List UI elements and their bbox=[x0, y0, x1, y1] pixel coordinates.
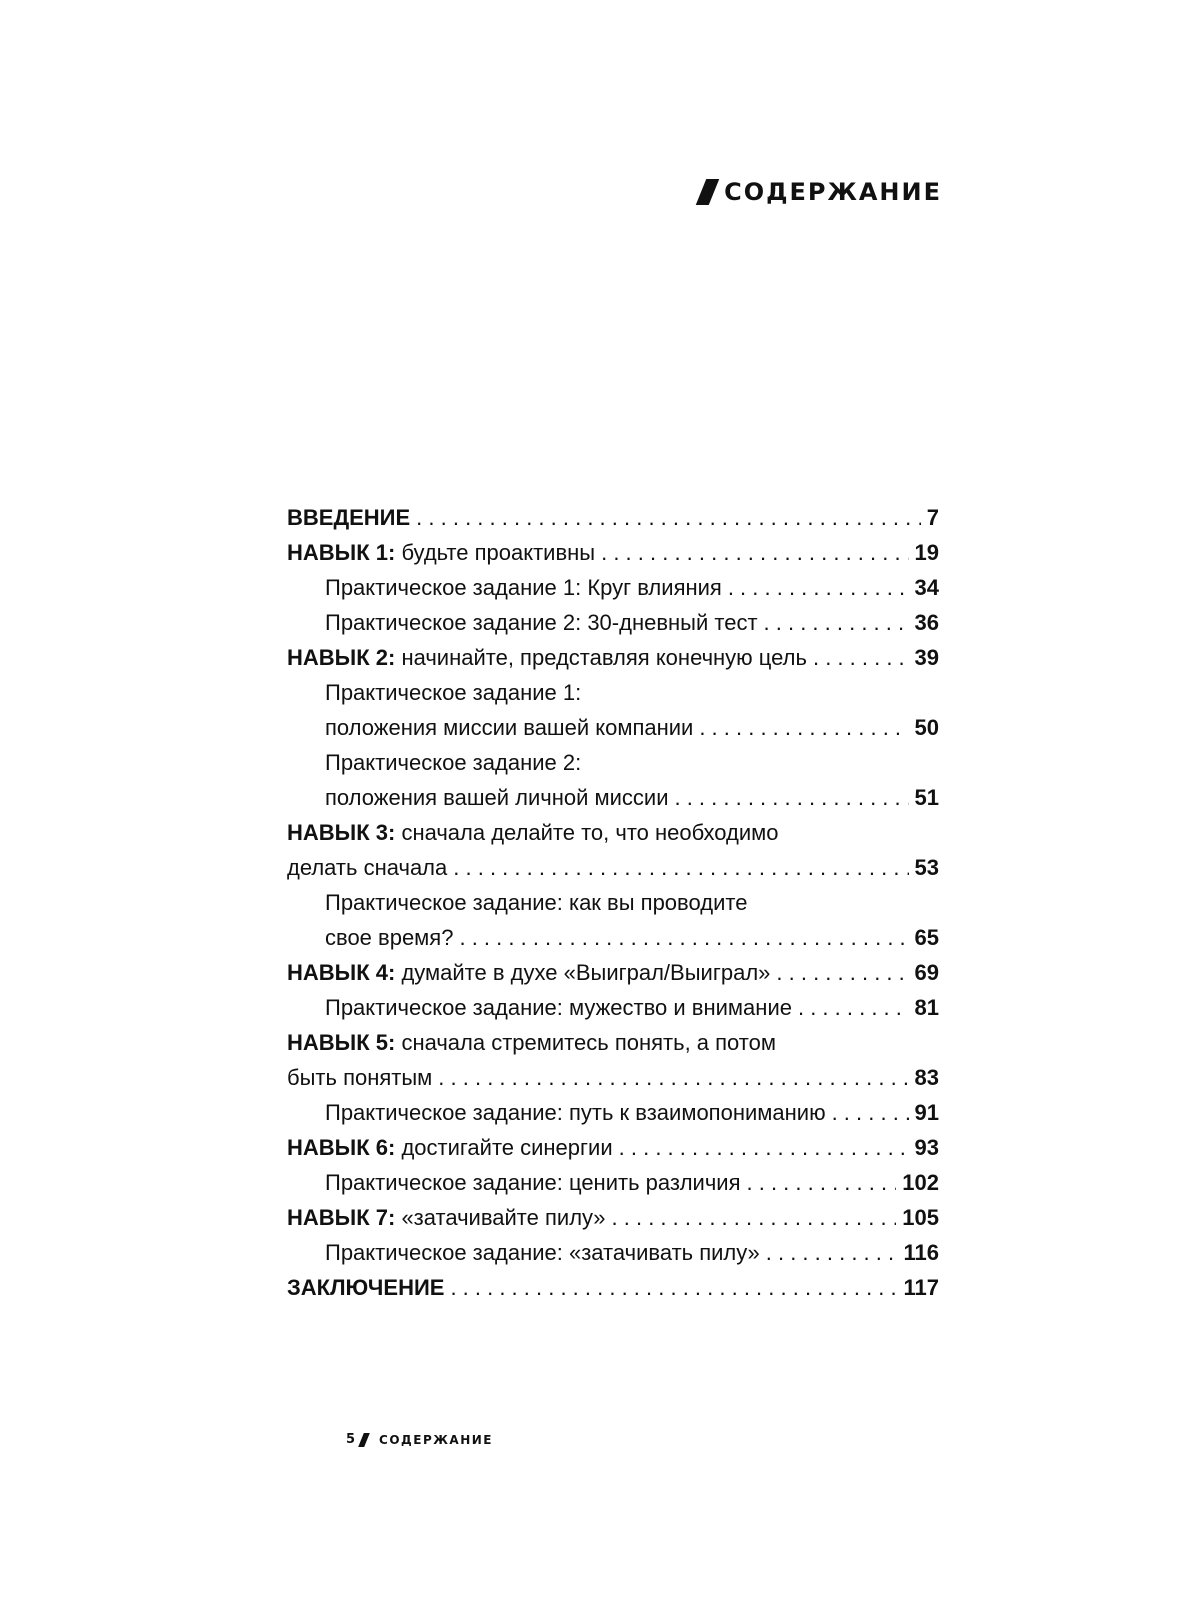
toc-page-number: 34 bbox=[914, 575, 939, 600]
dot-leader bbox=[438, 1060, 908, 1095]
toc-entry[interactable] bbox=[287, 920, 939, 955]
dot-leader bbox=[619, 1130, 909, 1165]
dot-leader bbox=[764, 605, 909, 640]
toc-page-number: 65 bbox=[914, 925, 939, 950]
toc-entry[interactable] bbox=[287, 955, 939, 990]
dot-leader bbox=[416, 500, 921, 535]
toc-page-number: 83 bbox=[914, 1065, 939, 1090]
toc-entry[interactable] bbox=[287, 815, 939, 850]
toc-page-number: 93 bbox=[914, 1135, 939, 1160]
toc-entry[interactable] bbox=[287, 1165, 939, 1200]
toc-entry-chapter: ВВЕДЕНИЕ bbox=[287, 505, 411, 530]
footer-slash-icon bbox=[358, 1433, 370, 1447]
toc-entry-title: свое время? bbox=[325, 925, 454, 950]
footer-page-number: 5 bbox=[346, 1432, 356, 1447]
toc-entry-chapter: НАВЫК 5: bbox=[287, 1030, 396, 1055]
dot-leader bbox=[766, 1235, 898, 1270]
dot-leader bbox=[728, 570, 909, 605]
toc-entry-title: думайте в духе «Выиграл/Выиграл» bbox=[401, 960, 771, 985]
toc-page-number: 51 bbox=[914, 785, 939, 810]
page-title bbox=[701, 178, 942, 206]
footer-section-title: СОДЕРЖАНИЕ bbox=[379, 1432, 493, 1447]
page-footer bbox=[346, 1432, 493, 1447]
toc-entry[interactable] bbox=[287, 605, 939, 640]
toc-entry-title: Практическое задание: мужество и внимание bbox=[325, 995, 792, 1020]
toc-entry[interactable] bbox=[287, 1095, 939, 1130]
toc-entry[interactable] bbox=[287, 1060, 939, 1095]
toc-entry-title: Практическое задание: как вы проводите bbox=[325, 890, 748, 915]
toc-entry[interactable] bbox=[287, 990, 939, 1025]
dot-leader bbox=[832, 1095, 909, 1130]
toc-page-number: 36 bbox=[914, 610, 939, 635]
toc-entry[interactable] bbox=[287, 640, 939, 675]
toc-entry-chapter: НАВЫК 7: bbox=[287, 1205, 396, 1230]
toc-page-number: 53 bbox=[914, 855, 939, 880]
toc-page-number: 39 bbox=[914, 645, 939, 670]
dot-leader bbox=[601, 535, 908, 570]
toc-entry-chapter: ЗАКЛЮЧЕНИЕ bbox=[287, 1275, 445, 1300]
toc-entry[interactable] bbox=[287, 1270, 939, 1305]
toc-entry-title: делать сначала bbox=[287, 855, 448, 880]
toc-entry-title: Практическое задание 1: Круг влияния bbox=[325, 575, 722, 600]
toc-entry[interactable] bbox=[287, 500, 939, 535]
toc-entry-title: Практическое задание 1: bbox=[325, 680, 582, 705]
toc-entry[interactable] bbox=[287, 1200, 939, 1235]
dot-leader bbox=[747, 1165, 897, 1200]
toc-entry-title: сначала стремитесь понять, а потом bbox=[401, 1030, 776, 1055]
toc-entry[interactable] bbox=[287, 1130, 939, 1165]
page-title-text: СОДЕРЖАНИЕ bbox=[724, 178, 942, 206]
toc-page-number: 105 bbox=[902, 1205, 939, 1230]
toc-page-number: 69 bbox=[914, 960, 939, 985]
toc-entry-title: начинайте, представляя конечную цель bbox=[401, 645, 807, 670]
toc-entry-title: Практическое задание 2: 30-дневный тест bbox=[325, 610, 758, 635]
toc-page-number: 117 bbox=[903, 1275, 939, 1300]
toc-entry-title: положения миссии вашей компании bbox=[325, 715, 694, 740]
toc-entry-title: Практическое задание: «затачивать пилу» bbox=[325, 1240, 760, 1265]
toc-entry[interactable] bbox=[287, 710, 939, 745]
toc-entry[interactable] bbox=[287, 535, 939, 570]
toc-page-number: 116 bbox=[903, 1240, 939, 1265]
toc-page-number: 102 bbox=[902, 1170, 939, 1195]
toc-entry-title: Практическое задание: ценить различия bbox=[325, 1170, 741, 1195]
toc-entry[interactable] bbox=[287, 1025, 939, 1060]
dot-leader bbox=[813, 640, 909, 675]
toc-page-number: 81 bbox=[914, 995, 939, 1020]
toc-entry-title: сначала делайте то, что необходимо bbox=[401, 820, 779, 845]
toc-entry-title: Практическое задание 2: bbox=[325, 750, 582, 775]
toc-entry-chapter: НАВЫК 6: bbox=[287, 1135, 396, 1160]
toc-page-number: 7 bbox=[926, 505, 939, 530]
toc-page-number: 91 bbox=[914, 1100, 939, 1125]
toc-entry-title: положения вашей личной миссии bbox=[325, 785, 669, 810]
toc-entry[interactable] bbox=[287, 1235, 939, 1270]
toc-entry-title: «затачивайте пилу» bbox=[401, 1205, 606, 1230]
toc-entry-title: будьте проактивны bbox=[401, 540, 596, 565]
dot-leader bbox=[798, 990, 909, 1025]
dot-leader bbox=[699, 710, 908, 745]
dot-leader bbox=[450, 1270, 897, 1305]
toc-entry[interactable] bbox=[287, 745, 939, 780]
toc-entry[interactable] bbox=[287, 780, 939, 815]
toc-entry-title: Практическое задание: путь к взаимопониманию bbox=[325, 1100, 826, 1125]
dot-leader bbox=[459, 920, 908, 955]
table-of-contents bbox=[287, 500, 939, 1305]
toc-entry-chapter: НАВЫК 3: bbox=[287, 820, 396, 845]
toc-entry-chapter: НАВЫК 4: bbox=[287, 960, 396, 985]
toc-entry-title: быть понятым bbox=[287, 1065, 433, 1090]
dot-leader bbox=[453, 850, 908, 885]
slash-mark-icon bbox=[696, 179, 720, 205]
toc-entry-chapter: НАВЫК 2: bbox=[287, 645, 396, 670]
toc-entry[interactable] bbox=[287, 675, 939, 710]
toc-entry-chapter: НАВЫК 1: bbox=[287, 540, 396, 565]
toc-page-number: 19 bbox=[914, 540, 939, 565]
dot-leader bbox=[612, 1200, 897, 1235]
toc-entry[interactable] bbox=[287, 850, 939, 885]
toc-page-number: 50 bbox=[914, 715, 939, 740]
dot-leader bbox=[674, 780, 908, 815]
dot-leader bbox=[776, 955, 908, 990]
toc-entry-title: достигайте синергии bbox=[401, 1135, 613, 1160]
toc-entry[interactable] bbox=[287, 885, 939, 920]
toc-entry[interactable] bbox=[287, 570, 939, 605]
